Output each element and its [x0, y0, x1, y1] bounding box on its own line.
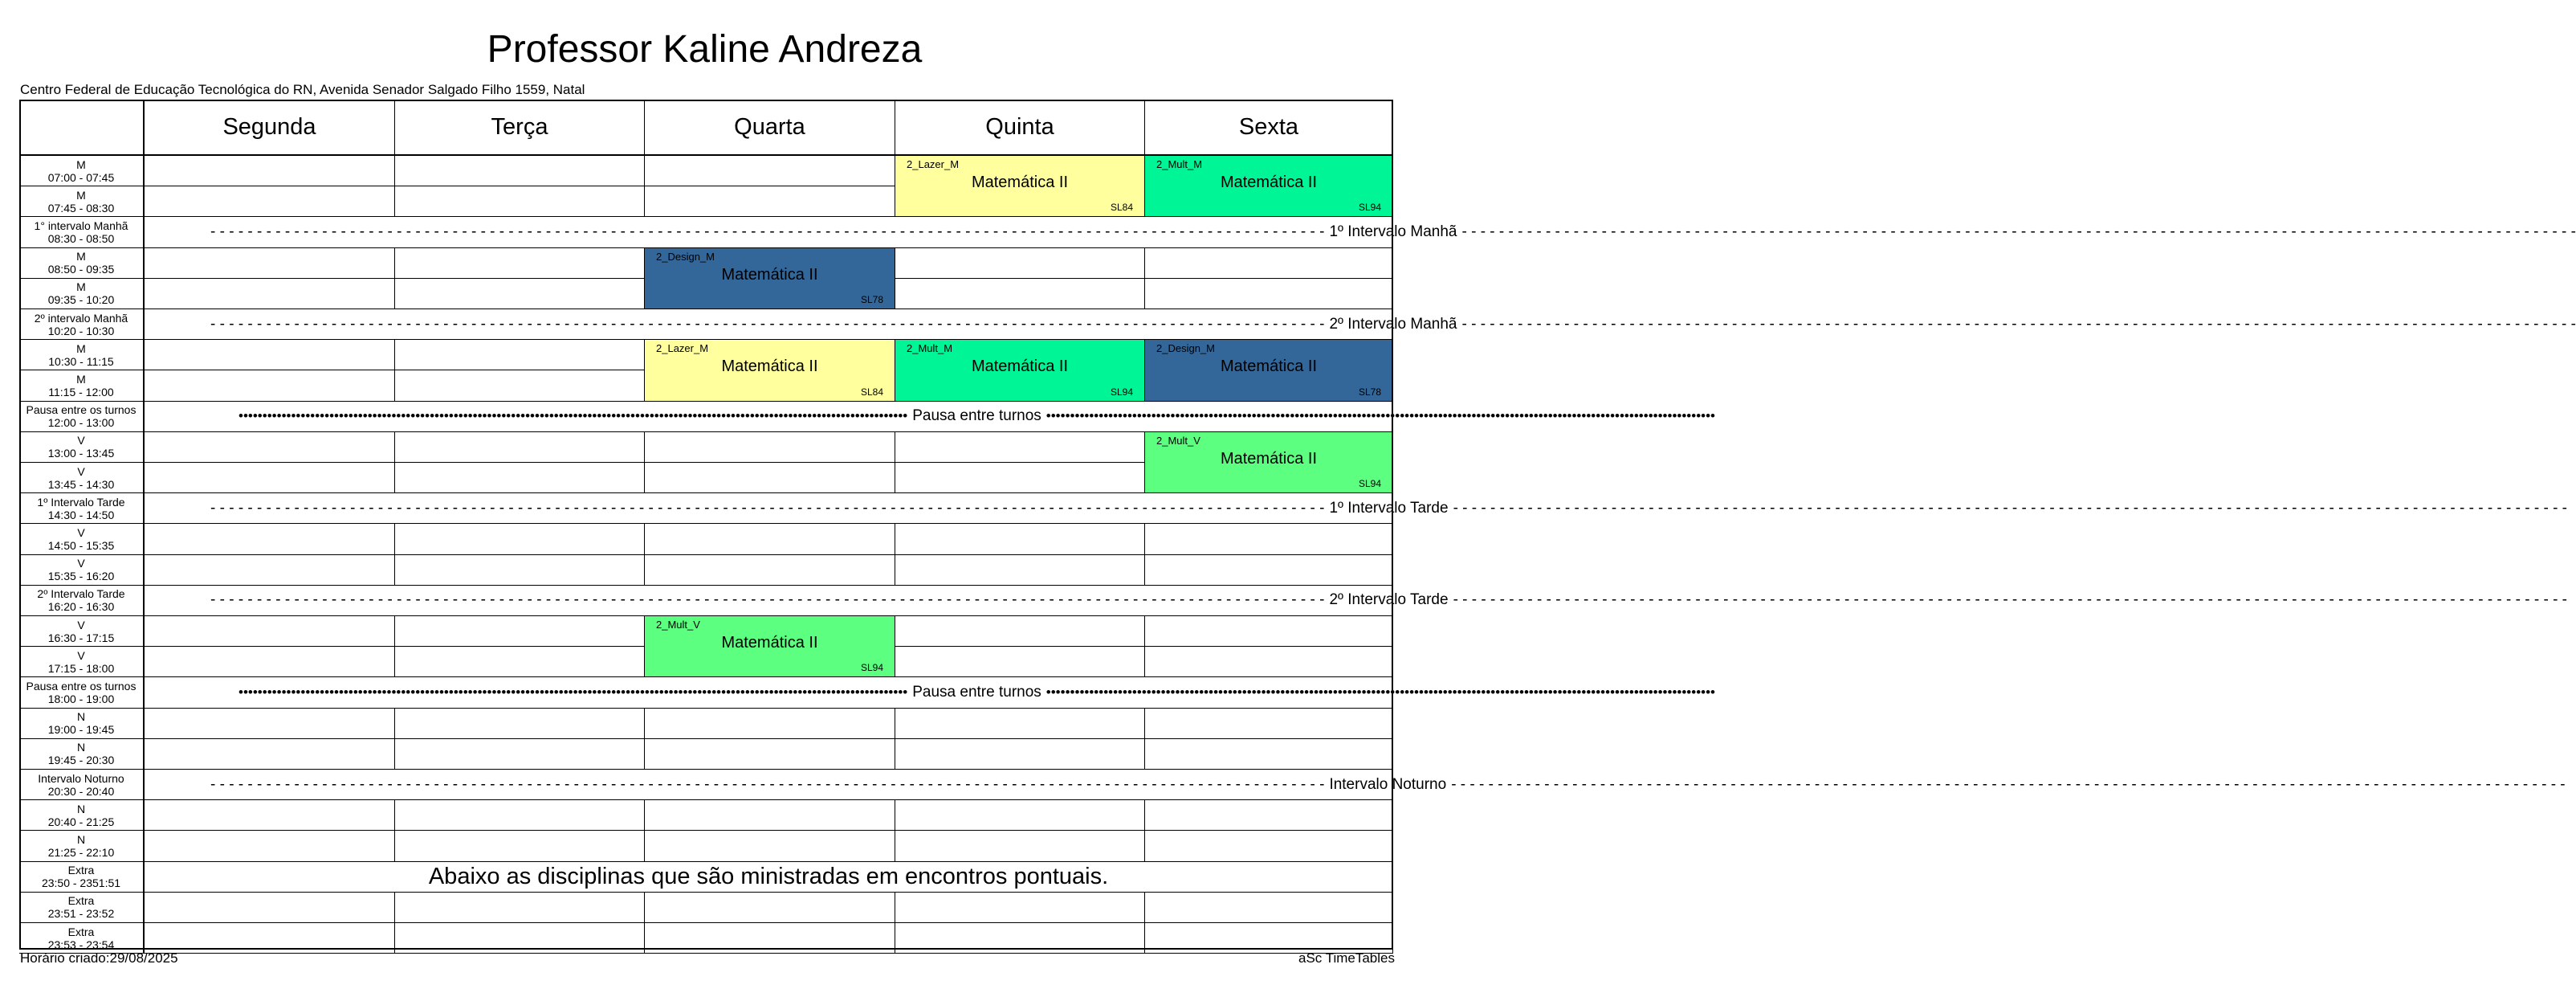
- break-fill: ••••••••••••••••••••••••••••••••••••••••••••••••••••••••••••••••••••••••••••••••••••••••••••••••••••••••••••••••••••••••••••••••••••••••••••: [238, 684, 908, 700]
- timetable-cell[interactable]: [145, 156, 395, 186]
- timetable-cell[interactable]: [395, 248, 645, 279]
- timetable-cell[interactable]: [895, 923, 1145, 954]
- timetable-cell[interactable]: [645, 739, 895, 770]
- period-name: Pausa entre os turnos: [26, 679, 137, 693]
- lesson-room: SL94: [1110, 386, 1133, 398]
- period-name: Intervalo Noturno: [38, 771, 124, 785]
- timetable-cell[interactable]: [395, 923, 645, 954]
- timetable-cell[interactable]: [1145, 893, 1393, 923]
- timetable-cell[interactable]: [1145, 800, 1393, 831]
- period-label: [19, 555, 145, 586]
- period-label: [19, 586, 145, 616]
- break-fill: - - - - - - - - - - - - - - - - - - - - - - - - - - - - - - - - - - - - - - - - - - - - - - - - - - - - - - - - - - - - - - - - - - - - - - - - - - - - - - - - - - - - - - - - - - - - - - - - - - - - - - - - - - - - - - - - - - - - - - - -: [1453, 499, 2567, 517]
- period-name: V: [77, 464, 85, 478]
- period-time: 14:30 - 14:50: [47, 508, 115, 521]
- timetable-cell[interactable]: [1145, 923, 1393, 954]
- break-fill: - - - - - - - - - - - - - - - - - - - - - - - - - - - - - - - - - - - - - - - - - - - - - - - - - - - - - - - - - - - - - - - - - - - - - - - - - - - - - - - - - - - - - - - - - - - - - - - - - - - - - - - - - - - - - - - - - - - - - - - -: [1453, 591, 2567, 609]
- period-label: [19, 340, 145, 370]
- period-time: 16:20 - 16:30: [47, 600, 115, 614]
- timetable-cell[interactable]: [145, 463, 395, 493]
- lesson-group: 2_Mult_V: [1156, 434, 1200, 447]
- software-credit: aSc TimeTables: [1298, 950, 1395, 966]
- period-label: [19, 616, 145, 647]
- note-text: Abaixo as disciplinas que são ministradas em encontros pontuais.: [428, 863, 1109, 889]
- period-time: 23:50 - 2351:51: [41, 876, 121, 890]
- lesson-card[interactable]: [645, 248, 895, 309]
- timetable-cell[interactable]: [895, 555, 1145, 586]
- timetable-cell[interactable]: [395, 370, 645, 401]
- period-label: [19, 923, 145, 954]
- period-time: 19:00 - 19:45: [47, 723, 115, 737]
- period-label: [19, 800, 145, 831]
- timetable-cell[interactable]: [145, 248, 395, 279]
- break-label: Pausa entre turnos: [912, 683, 1041, 701]
- lesson-group: 2_Mult_M: [1156, 158, 1203, 170]
- timetable-cell[interactable]: [145, 616, 395, 647]
- period-time: 21:25 - 22:10: [47, 845, 115, 859]
- timetable-cell[interactable]: [895, 831, 1145, 861]
- timetable-cell[interactable]: [145, 186, 395, 217]
- period-label: [19, 463, 145, 493]
- break-fill: - - - - - - - - - - - - - - - - - - - - - - - - - - - - - - - - - - - - - - - - - - - - - - - - - - - - - - - - - - - - - - - - - - - - - - - - - - - - - - - - - - - - - - - - - - - - - - - - - - - - - - - - - - - - - - - - - - - - - - - -: [1461, 223, 2576, 240]
- period-name: M: [76, 372, 86, 386]
- day-header-1: Terça: [395, 100, 645, 156]
- period-name: M: [76, 280, 86, 294]
- period-label: [19, 524, 145, 554]
- period-time: 14:50 - 15:35: [47, 538, 115, 552]
- period-name: V: [77, 434, 85, 447]
- timetable-cell[interactable]: [145, 831, 395, 861]
- break-fill: - - - - - - - - - - - - - - - - - - - - - - - - - - - - - - - - - - - - - - - - - - - - - - - - - - - - - - - - - - - - - - - - - - - - - - - - - - - - - - - - - - - - - - - - - - - - - - - - - - - - - - - - - - - - - - - - - - - - - - - -: [1451, 775, 2566, 793]
- period-time: 10:20 - 10:30: [47, 324, 115, 337]
- period-label: [19, 862, 145, 893]
- period-name: V: [77, 618, 85, 631]
- break-fill: - - - - - - - - - - - - - - - - - - - - - - - - - - - - - - - - - - - - - - - - - - - - - - - - - - - - - - - - - - - - - - - - - - - - - - - - - - - - - - - - - - - - - - - - - - - - - - - - - - - - - - - - - - - - - - - - - - - - - - - -: [210, 315, 1325, 333]
- timetable-cell[interactable]: [145, 709, 395, 739]
- break-row: [145, 402, 1716, 432]
- timetable-cell[interactable]: [145, 739, 395, 770]
- timetable-cell[interactable]: [1145, 616, 1393, 647]
- period-name: Extra: [67, 894, 95, 908]
- timetable-cell[interactable]: [145, 432, 395, 463]
- period-time: 17:15 - 18:00: [47, 661, 115, 675]
- period-time: 08:30 - 08:50: [47, 231, 115, 245]
- lesson-group: 2_Design_M: [656, 250, 715, 263]
- header-corner: [19, 100, 145, 156]
- period-time: 07:45 - 08:30: [47, 201, 115, 215]
- timetable-cell[interactable]: [1145, 555, 1393, 586]
- timetable-cell[interactable]: [395, 800, 645, 831]
- break-row: [145, 677, 1716, 708]
- period-label: [19, 186, 145, 217]
- period-time: 08:50 - 09:35: [47, 263, 115, 276]
- period-time: 16:30 - 17:15: [47, 631, 115, 644]
- timetable-cell[interactable]: [1145, 279, 1393, 309]
- period-time: 20:30 - 20:40: [47, 784, 115, 798]
- lesson-subject: Matemática II: [1220, 174, 1318, 191]
- day-header-0: Segunda: [145, 100, 395, 156]
- period-time: 20:40 - 21:25: [47, 815, 115, 828]
- timetable-cell[interactable]: [145, 524, 395, 554]
- period-label: [19, 493, 145, 524]
- timetable-cell[interactable]: [145, 800, 395, 831]
- timetable-cell[interactable]: [145, 340, 395, 370]
- day-header-3: Quinta: [895, 100, 1145, 156]
- period-label: [19, 217, 145, 247]
- lesson-card[interactable]: [645, 340, 895, 401]
- lesson-subject: Matemática II: [971, 174, 1069, 191]
- break-label: 1º Intervalo Manhã: [1329, 223, 1457, 240]
- lesson-group: 2_Mult_M: [907, 342, 953, 355]
- timetable-cell[interactable]: [1145, 709, 1393, 739]
- lesson-room: SL94: [1358, 202, 1381, 214]
- timetable-cell[interactable]: [895, 616, 1145, 647]
- lesson-card[interactable]: [1145, 432, 1393, 493]
- lesson-card[interactable]: [895, 340, 1145, 401]
- period-label: [19, 647, 145, 677]
- break-fill: - - - - - - - - - - - - - - - - - - - - - - - - - - - - - - - - - - - - - - - - - - - - - - - - - - - - - - - - - - - - - - - - - - - - - - - - - - - - - - - - - - - - - - - - - - - - - - - - - - - - - - - - - - - - - - - - - - - - - - - -: [210, 775, 1325, 793]
- period-name: M: [76, 250, 86, 264]
- timetable-cell[interactable]: [395, 831, 645, 861]
- break-fill: ••••••••••••••••••••••••••••••••••••••••••••••••••••••••••••••••••••••••••••••••••••••••••••••••••••••••••••••••••••••••••••••••••••••••••••: [238, 408, 908, 424]
- break-fill: ••••••••••••••••••••••••••••••••••••••••••••••••••••••••••••••••••••••••••••••••••••••••••••••••••••••••••••••••••••••••••••••••••••••••••••: [1045, 684, 1716, 700]
- period-name: 1º Intervalo Tarde: [37, 495, 125, 509]
- period-time: 15:35 - 16:20: [47, 570, 115, 583]
- period-label: [19, 893, 145, 923]
- timetable-cell[interactable]: [145, 279, 395, 309]
- timetable-cell[interactable]: [645, 893, 895, 923]
- lesson-group: 2_Lazer_M: [656, 342, 709, 355]
- period-name: N: [76, 802, 86, 815]
- timetable-cell[interactable]: [895, 893, 1145, 923]
- break-label: Intervalo Noturno: [1329, 775, 1447, 793]
- period-time: 09:35 - 10:20: [47, 293, 115, 307]
- timetable-cell[interactable]: [395, 893, 645, 923]
- created-date: Horário criado:29/08/2025: [20, 950, 178, 966]
- lesson-room: SL94: [1358, 478, 1381, 490]
- lesson-subject: Matemática II: [971, 358, 1069, 376]
- period-label: [19, 156, 145, 186]
- timetable-cell[interactable]: [395, 555, 645, 586]
- period-name: M: [76, 341, 86, 355]
- timetable-cell[interactable]: [395, 709, 645, 739]
- period-label: [19, 831, 145, 861]
- timetable-cell[interactable]: [645, 524, 895, 554]
- break-label: 1º Intervalo Tarde: [1329, 499, 1449, 517]
- break-fill: - - - - - - - - - - - - - - - - - - - - - - - - - - - - - - - - - - - - - - - - - - - - - - - - - - - - - - - - - - - - - - - - - - - - - - - - - - - - - - - - - - - - - - - - - - - - - - - - - - - - - - - - - - - - - - - - - - - - - - - -: [210, 499, 1325, 517]
- break-row: [145, 309, 2576, 340]
- period-time: 13:45 - 14:30: [47, 477, 115, 491]
- timetable-cell[interactable]: [395, 186, 645, 217]
- timetable-cell[interactable]: [395, 156, 645, 186]
- break-fill: - - - - - - - - - - - - - - - - - - - - - - - - - - - - - - - - - - - - - - - - - - - - - - - - - - - - - - - - - - - - - - - - - - - - - - - - - - - - - - - - - - - - - - - - - - - - - - - - - - - - - - - - - - - - - - - - - - - - - - - -: [1461, 315, 2576, 333]
- timetable-cell[interactable]: [1145, 647, 1393, 677]
- period-time: 07:00 - 07:45: [47, 170, 115, 184]
- lesson-room: SL84: [860, 386, 883, 398]
- period-time: 12:00 - 13:00: [47, 416, 115, 430]
- period-name: 2º intervalo Manhã: [34, 311, 128, 325]
- lesson-subject: Matemática II: [721, 265, 818, 284]
- period-name: 1° intervalo Manhã: [34, 219, 128, 232]
- timetable-cell[interactable]: [395, 647, 645, 677]
- timetable-cell[interactable]: [145, 893, 395, 923]
- period-label: [19, 309, 145, 340]
- timetable-cell[interactable]: [145, 370, 395, 401]
- timetable-cell[interactable]: [645, 432, 895, 463]
- day-header-4: Sexta: [1145, 100, 1393, 156]
- lesson-group: 2_Lazer_M: [907, 158, 960, 170]
- period-name: N: [76, 710, 86, 724]
- timetable-cell[interactable]: [395, 739, 645, 770]
- lesson-subject: Matemática II: [721, 358, 818, 376]
- note-row: [145, 862, 1393, 893]
- timetable-cell[interactable]: [395, 279, 645, 309]
- break-fill: - - - - - - - - - - - - - - - - - - - - - - - - - - - - - - - - - - - - - - - - - - - - - - - - - - - - - - - - - - - - - - - - - - - - - - - - - - - - - - - - - - - - - - - - - - - - - - - - - - - - - - - - - - - - - - - - - - - - - - - -: [210, 223, 1325, 240]
- period-time: 18:00 - 19:00: [47, 692, 115, 705]
- timetable-cell[interactable]: [145, 647, 395, 677]
- timetable-cell[interactable]: [1145, 831, 1393, 861]
- page-title: Professor Kaline Andreza: [487, 28, 923, 71]
- timetable-cell[interactable]: [645, 463, 895, 493]
- period-label: [19, 739, 145, 770]
- period-label: [19, 370, 145, 401]
- period-time: 10:30 - 11:15: [48, 354, 114, 368]
- lesson-group: 2_Design_M: [1156, 342, 1215, 355]
- timetable-cell[interactable]: [645, 156, 895, 186]
- school-address: Centro Federal de Educação Tecnológica do RN, Avenida Senador Salgado Filho 1559, Natal: [20, 82, 585, 97]
- period-name: N: [76, 832, 86, 846]
- period-name: V: [77, 557, 85, 570]
- break-row: [145, 770, 2566, 800]
- period-name: M: [76, 157, 86, 171]
- period-label: [19, 677, 145, 708]
- timetable-cell[interactable]: [395, 616, 645, 647]
- break-fill: - - - - - - - - - - - - - - - - - - - - - - - - - - - - - - - - - - - - - - - - - - - - - - - - - - - - - - - - - - - - - - - - - - - - - - - - - - - - - - - - - - - - - - - - - - - - - - - - - - - - - - - - - - - - - - - - - - - - - - - -: [210, 591, 1325, 609]
- period-label: [19, 709, 145, 739]
- lesson-group: 2_Mult_V: [656, 619, 700, 631]
- timetable-cell[interactable]: [1145, 739, 1393, 770]
- period-label: [19, 279, 145, 309]
- lesson-card[interactable]: [1145, 156, 1393, 217]
- timetable-cell[interactable]: [895, 524, 1145, 554]
- break-row: [145, 586, 2567, 616]
- timetable-cell[interactable]: [395, 463, 645, 493]
- period-time: 13:00 - 13:45: [47, 447, 115, 460]
- break-row: [145, 493, 2567, 524]
- timetable-cell[interactable]: [645, 800, 895, 831]
- period-name: M: [76, 188, 86, 202]
- period-name: 2º Intervalo Tarde: [37, 587, 125, 601]
- lesson-room: SL94: [860, 662, 883, 674]
- timetable-cell[interactable]: [395, 432, 645, 463]
- timetable-cell[interactable]: [1145, 524, 1393, 554]
- period-name: N: [76, 741, 86, 754]
- period-name: Extra: [67, 864, 95, 877]
- timetable-cell[interactable]: [895, 800, 1145, 831]
- timetable-cell[interactable]: [895, 432, 1145, 463]
- period-name: V: [77, 525, 85, 539]
- period-label: [19, 402, 145, 432]
- timetable-cell[interactable]: [645, 831, 895, 861]
- period-name: V: [77, 648, 85, 662]
- lesson-subject: Matemática II: [1220, 449, 1318, 468]
- timetable-cell[interactable]: [895, 709, 1145, 739]
- timetable-cell[interactable]: [145, 923, 395, 954]
- timetable-cell[interactable]: [145, 555, 395, 586]
- timetable-cell[interactable]: [645, 709, 895, 739]
- timetable-cell[interactable]: [1145, 248, 1393, 279]
- period-name: Pausa entre os turnos: [26, 403, 137, 417]
- timetable-grid: [19, 100, 2576, 951]
- timetable-cell[interactable]: [395, 524, 645, 554]
- break-label: 2º Intervalo Tarde: [1329, 591, 1449, 609]
- timetable-cell[interactable]: [895, 647, 1145, 677]
- timetable-cell[interactable]: [395, 340, 645, 370]
- lesson-room: SL84: [1110, 202, 1133, 214]
- timetable-cell[interactable]: [645, 923, 895, 954]
- timetable-cell[interactable]: [895, 248, 1145, 279]
- lesson-room: SL78: [1358, 386, 1381, 398]
- timetable-cell[interactable]: [895, 279, 1145, 309]
- timetable-cell[interactable]: [895, 739, 1145, 770]
- period-time: 23:51 - 23:52: [47, 907, 115, 921]
- timetable-cell[interactable]: [895, 463, 1145, 493]
- break-row: [145, 217, 2576, 247]
- period-time: 23:53 - 23:54: [47, 938, 115, 951]
- period-label: [19, 248, 145, 279]
- period-time: 11:15 - 12:00: [48, 385, 114, 398]
- timetable-cell[interactable]: [645, 555, 895, 586]
- timetable-cell[interactable]: [645, 186, 895, 217]
- period-label: [19, 770, 145, 800]
- break-fill: ••••••••••••••••••••••••••••••••••••••••••••••••••••••••••••••••••••••••••••••••••••••••••••••••••••••••••••••••••••••••••••••••••••••••••••: [1045, 408, 1716, 424]
- lesson-card[interactable]: [645, 616, 895, 677]
- period-time: 19:45 - 20:30: [47, 754, 115, 767]
- lesson-room: SL78: [860, 293, 883, 305]
- break-label: Pausa entre turnos: [912, 407, 1041, 425]
- break-label: 2º Intervalo Manhã: [1329, 315, 1457, 333]
- period-name: Extra: [67, 925, 95, 938]
- lesson-subject: Matemática II: [721, 634, 818, 652]
- day-header-2: Quarta: [645, 100, 895, 156]
- period-label: [19, 432, 145, 463]
- lesson-card[interactable]: [1145, 340, 1393, 401]
- lesson-card[interactable]: [895, 156, 1145, 217]
- lesson-subject: Matemática II: [1220, 358, 1318, 376]
